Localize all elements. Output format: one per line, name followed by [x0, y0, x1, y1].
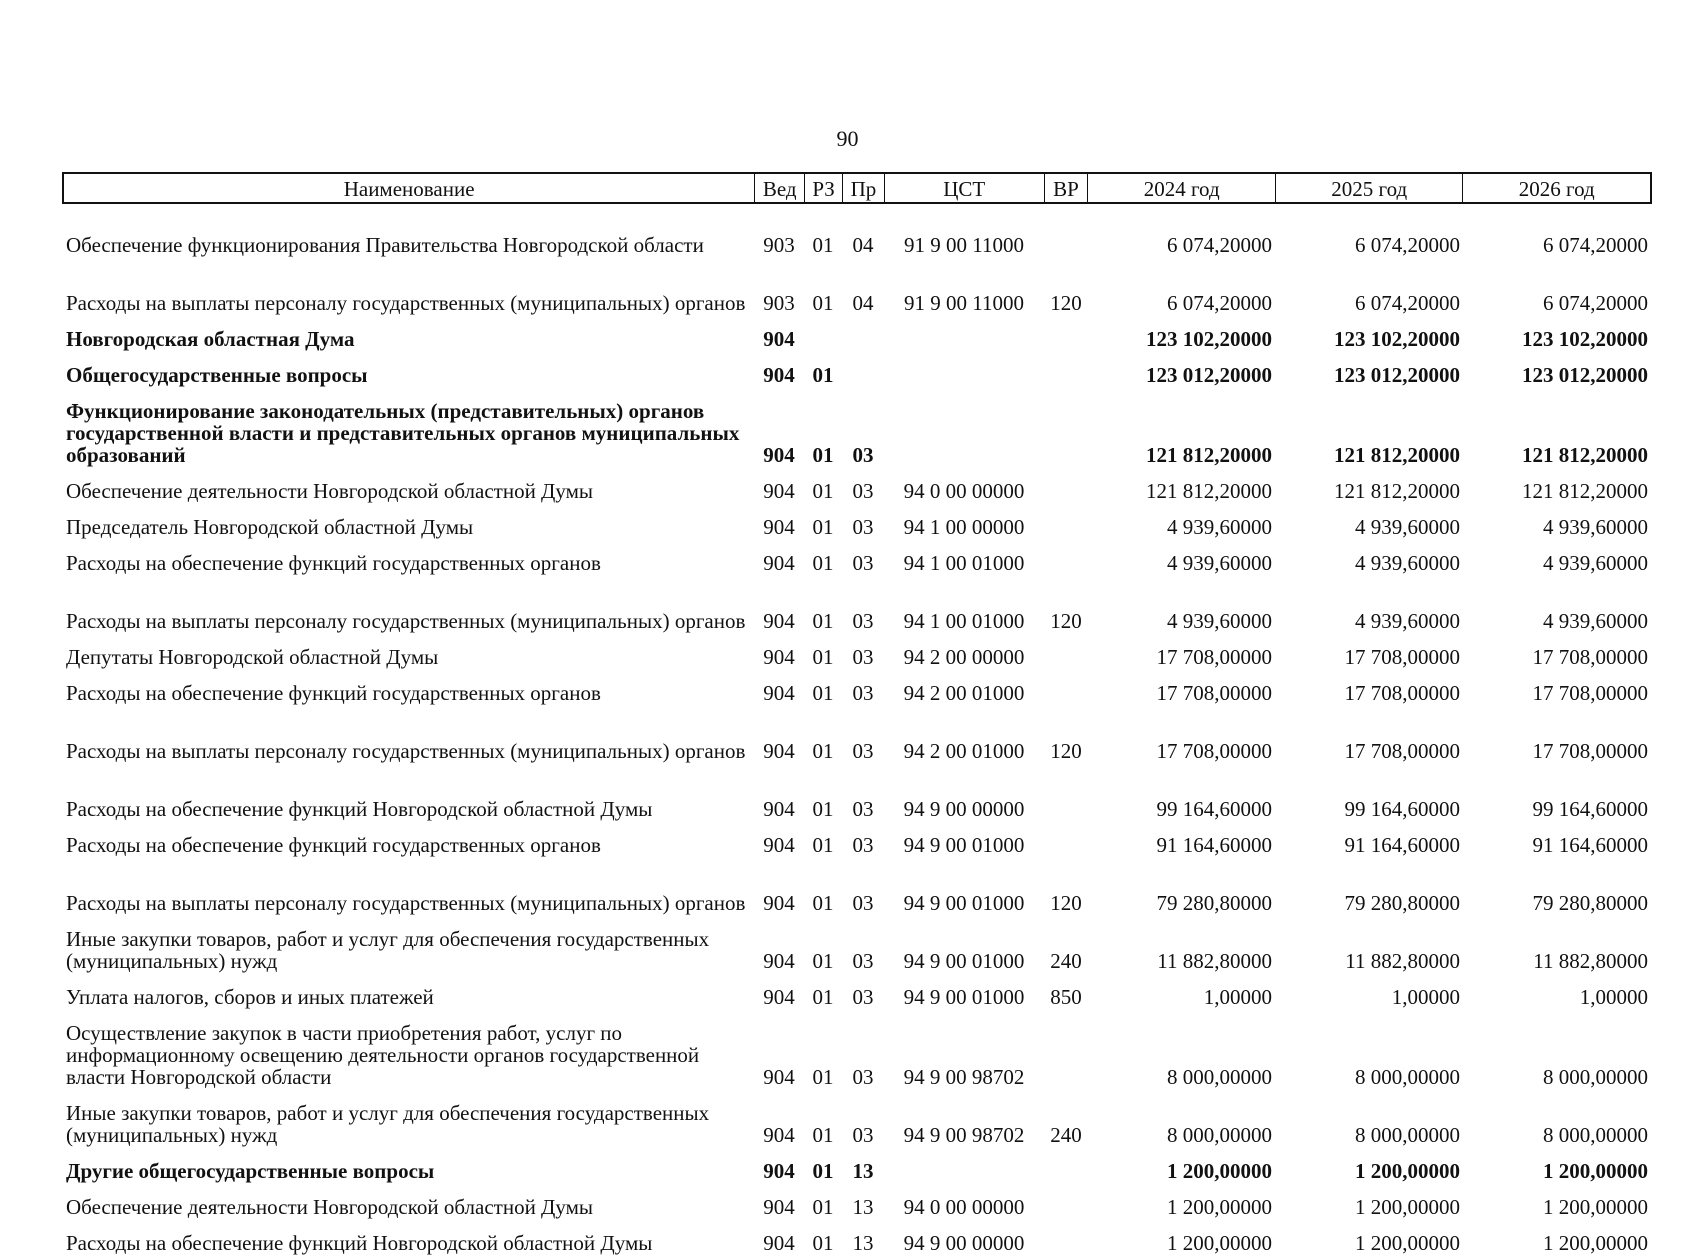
- cell-rz: 01: [812, 1231, 834, 1255]
- cell-name: Обеспечение деятельности Новгородской областной Думы: [66, 479, 593, 503]
- cell-pr: 03: [852, 443, 874, 467]
- cell-pr: 03: [852, 1123, 874, 1147]
- cell-cst: 94 9 00 00000: [903, 797, 1025, 821]
- cell-rz: 01: [812, 479, 834, 503]
- cell-rz: 01: [812, 291, 834, 315]
- cell-pr: 03: [852, 739, 874, 763]
- cell-rz: 01: [812, 1195, 834, 1219]
- cell-2024: 121 812,20000: [1146, 479, 1272, 503]
- cell-2026: 17 708,00000: [1532, 645, 1648, 669]
- cell-2025: 123 012,20000: [1334, 363, 1460, 387]
- cell-name: Иные закупки товаров, работ и услуг для обеспечения государственных (муниципальных) нужд: [66, 927, 710, 973]
- cell-name: Другие общегосударственные вопросы: [66, 1159, 435, 1183]
- cell-rz: 01: [812, 949, 834, 973]
- cell-pr: 13: [852, 1231, 874, 1255]
- cell-ved: 904: [763, 327, 795, 351]
- cell-vr: 120: [1050, 891, 1082, 915]
- table-row: [62, 768, 1652, 826]
- cell-2025: 1 200,00000: [1355, 1159, 1460, 1183]
- cell-2024: 79 280,80000: [1156, 891, 1272, 915]
- cell-name: Расходы на обеспечение функций государственных органов: [66, 551, 601, 575]
- cell-2026: 91 164,60000: [1532, 833, 1648, 857]
- header-2026: 2026 год: [1462, 174, 1650, 202]
- cell-2024: 123 102,20000: [1146, 327, 1272, 351]
- cell-2025: 8 000,00000: [1355, 1123, 1460, 1147]
- cell-2024: 1,00000: [1203, 985, 1272, 1009]
- cell-vr: 850: [1050, 985, 1082, 1009]
- cell-pr: 03: [852, 891, 874, 915]
- cell-name: Расходы на обеспечение функций Новгородской областной Думы: [66, 1231, 653, 1255]
- table-row: [62, 1188, 1652, 1224]
- cell-cst: 94 9 00 00000: [903, 1231, 1025, 1255]
- cell-ved: 904: [763, 443, 795, 467]
- cell-cst: 94 9 00 01000: [903, 949, 1025, 973]
- cell-2025: 1 200,00000: [1355, 1195, 1460, 1219]
- cell-2026: 1 200,00000: [1543, 1159, 1648, 1183]
- cell-name: Уплата налогов, сборов и иных платежей: [66, 985, 434, 1009]
- cell-cst: 94 2 00 00000: [903, 645, 1025, 669]
- cell-2024: 4 939,60000: [1167, 551, 1272, 575]
- cell-ved: 904: [763, 363, 795, 387]
- cell-rz: 01: [812, 985, 834, 1009]
- table-row: [62, 508, 1652, 544]
- cell-2026: 1 200,00000: [1543, 1231, 1648, 1255]
- table-row: [62, 320, 1652, 356]
- cell-2025: 4 939,60000: [1355, 551, 1460, 575]
- cell-2026: 4 939,60000: [1543, 515, 1648, 539]
- cell-2025: 4 939,60000: [1355, 515, 1460, 539]
- table-row: [62, 978, 1652, 1014]
- cell-pr: 03: [852, 609, 874, 633]
- cell-rz: 01: [812, 1123, 834, 1147]
- cell-cst: 94 9 00 98702: [903, 1065, 1025, 1089]
- cell-2024: 4 939,60000: [1167, 515, 1272, 539]
- cell-rz: 01: [812, 443, 834, 467]
- cell-2024: 8 000,00000: [1167, 1123, 1272, 1147]
- cell-cst: 94 0 00 00000: [903, 1195, 1025, 1219]
- cell-ved: 904: [763, 1065, 795, 1089]
- cell-2024: 8 000,00000: [1167, 1065, 1272, 1089]
- table-header: [62, 172, 1652, 204]
- cell-name: Функционирование законодательных (представительных) органов государственной власти и представительных органов муниципальных образований: [66, 399, 740, 467]
- cell-pr: 03: [852, 833, 874, 857]
- cell-ved: 904: [763, 1123, 795, 1147]
- cell-2024: 1 200,00000: [1167, 1159, 1272, 1183]
- cell-2024: 11 882,80000: [1157, 949, 1272, 973]
- cell-ved: 904: [763, 681, 795, 705]
- cell-rz: 01: [812, 1065, 834, 1089]
- cell-2024: 121 812,20000: [1146, 443, 1272, 467]
- cell-2026: 123 102,20000: [1522, 327, 1648, 351]
- cell-2026: 123 012,20000: [1522, 363, 1648, 387]
- cell-2025: 6 074,20000: [1355, 291, 1460, 315]
- cell-name: Расходы на обеспечение функций государственных органов: [66, 833, 601, 857]
- cell-2026: 79 280,80000: [1532, 891, 1648, 915]
- cell-rz: 01: [812, 515, 834, 539]
- cell-2025: 1,00000: [1391, 985, 1460, 1009]
- header-ved: Вед: [754, 174, 804, 202]
- cell-name: Расходы на выплаты персоналу государственных (муниципальных) органов: [66, 291, 746, 315]
- cell-2024: 1 200,00000: [1167, 1195, 1272, 1219]
- cell-pr: 03: [852, 645, 874, 669]
- cell-cst: 94 0 00 00000: [903, 479, 1025, 503]
- cell-name: Общегосударственные вопросы: [66, 363, 368, 387]
- table-row: [62, 472, 1652, 508]
- cell-2025: 99 164,60000: [1344, 797, 1460, 821]
- cell-2026: 4 939,60000: [1543, 551, 1648, 575]
- cell-2024: 1 200,00000: [1167, 1231, 1272, 1255]
- cell-cst: 94 9 00 01000: [903, 985, 1025, 1009]
- cell-2025: 121 812,20000: [1334, 443, 1460, 467]
- cell-2026: 4 939,60000: [1543, 609, 1648, 633]
- header-2025: 2025 год: [1275, 174, 1463, 202]
- cell-2025: 1 200,00000: [1355, 1231, 1460, 1255]
- cell-pr: 04: [852, 233, 874, 257]
- cell-cst: 94 9 00 01000: [903, 833, 1025, 857]
- table-row: [62, 1224, 1652, 1260]
- cell-cst: 91 9 00 11000: [904, 233, 1024, 257]
- cell-rz: 01: [812, 797, 834, 821]
- cell-2025: 121 812,20000: [1334, 479, 1460, 503]
- table-row: [62, 710, 1652, 768]
- cell-vr: 240: [1050, 949, 1082, 973]
- header-cst: ЦСТ: [884, 174, 1044, 202]
- cell-ved: 904: [763, 985, 795, 1009]
- table-row: [62, 638, 1652, 674]
- cell-2026: 1,00000: [1579, 985, 1648, 1009]
- cell-2024: 99 164,60000: [1156, 797, 1272, 821]
- table-row: [62, 544, 1652, 580]
- cell-2025: 79 280,80000: [1344, 891, 1460, 915]
- cell-cst: 94 1 00 01000: [903, 609, 1025, 633]
- cell-2025: 4 939,60000: [1355, 609, 1460, 633]
- cell-ved: 904: [763, 645, 795, 669]
- cell-name: Обеспечение функционирования Правительства Новгородской области: [66, 233, 704, 257]
- table-row: [62, 580, 1652, 638]
- cell-name: Иные закупки товаров, работ и услуг для обеспечения государственных (муниципальных) нужд: [66, 1101, 710, 1147]
- cell-2025: 17 708,00000: [1344, 739, 1460, 763]
- cell-2026: 99 164,60000: [1532, 797, 1648, 821]
- cell-2026: 121 812,20000: [1522, 443, 1648, 467]
- cell-ved: 904: [763, 1159, 795, 1183]
- table-row: [62, 862, 1652, 920]
- cell-rz: 01: [812, 551, 834, 575]
- cell-ved: 904: [763, 609, 795, 633]
- table-row: [62, 356, 1652, 392]
- cell-2024: 91 164,60000: [1156, 833, 1272, 857]
- cell-cst: 91 9 00 11000: [904, 291, 1024, 315]
- cell-ved: 904: [763, 739, 795, 763]
- cell-name: Расходы на обеспечение функций Новгородской областной Думы: [66, 797, 653, 821]
- cell-2024: 17 708,00000: [1156, 681, 1272, 705]
- cell-2026: 11 882,80000: [1533, 949, 1648, 973]
- cell-pr: 03: [852, 681, 874, 705]
- cell-rz: 01: [812, 681, 834, 705]
- cell-name: Председатель Новгородской областной Думы: [66, 515, 474, 539]
- table-row: [62, 392, 1652, 472]
- cell-2026: 8 000,00000: [1543, 1123, 1648, 1147]
- cell-rz: 01: [812, 609, 834, 633]
- cell-pr: 03: [852, 985, 874, 1009]
- cell-2024: 17 708,00000: [1156, 739, 1272, 763]
- cell-cst: 94 9 00 98702: [903, 1123, 1025, 1147]
- header-pr: Пр: [842, 174, 884, 202]
- cell-vr: 240: [1050, 1123, 1082, 1147]
- cell-2026: 17 708,00000: [1532, 739, 1648, 763]
- cell-cst: 94 2 00 01000: [903, 739, 1025, 763]
- cell-cst: 94 1 00 01000: [903, 551, 1025, 575]
- cell-2026: 6 074,20000: [1543, 291, 1648, 315]
- budget-table: [62, 172, 1652, 1260]
- table-row: [62, 1094, 1652, 1152]
- cell-ved: 903: [763, 233, 795, 257]
- cell-rz: 01: [812, 1159, 834, 1183]
- cell-name: Осуществление закупок в части приобретения работ, услуг по информационному освещению деятельности органов государственной власти Новгородской области: [66, 1021, 700, 1089]
- cell-pr: 13: [852, 1159, 874, 1183]
- cell-2025: 8 000,00000: [1355, 1065, 1460, 1089]
- cell-cst: 94 2 00 01000: [903, 681, 1025, 705]
- header-name: Наименование: [343, 177, 475, 201]
- cell-2026: 17 708,00000: [1532, 681, 1648, 705]
- cell-name: Обеспечение деятельности Новгородской областной Думы: [66, 1195, 593, 1219]
- cell-rz: 01: [812, 833, 834, 857]
- cell-2026: 8 000,00000: [1543, 1065, 1648, 1089]
- cell-rz: 01: [812, 233, 834, 257]
- cell-name: Расходы на обеспечение функций государственных органов: [66, 681, 601, 705]
- cell-2025: 17 708,00000: [1344, 681, 1460, 705]
- cell-ved: 904: [763, 515, 795, 539]
- cell-name: Депутаты Новгородской областной Думы: [66, 645, 439, 669]
- cell-2024: 4 939,60000: [1167, 609, 1272, 633]
- page-number: 90: [836, 126, 859, 151]
- cell-name: Новгородская областная Дума: [66, 327, 355, 351]
- cell-2025: 91 164,60000: [1344, 833, 1460, 857]
- cell-ved: 904: [763, 891, 795, 915]
- cell-2026: 6 074,20000: [1543, 233, 1648, 257]
- cell-ved: 903: [763, 291, 795, 315]
- table-row: [62, 262, 1652, 320]
- header-rz: РЗ: [804, 174, 842, 202]
- table-row: [62, 204, 1652, 262]
- cell-2024: 6 074,20000: [1167, 233, 1272, 257]
- cell-2025: 123 102,20000: [1334, 327, 1460, 351]
- cell-cst: 94 9 00 01000: [903, 891, 1025, 915]
- cell-pr: 03: [852, 479, 874, 503]
- cell-rz: 01: [812, 363, 834, 387]
- cell-2026: 1 200,00000: [1543, 1195, 1648, 1219]
- cell-rz: 01: [812, 739, 834, 763]
- cell-pr: 03: [852, 797, 874, 821]
- cell-pr: 03: [852, 1065, 874, 1089]
- header-vr: ВР: [1044, 174, 1088, 202]
- cell-ved: 904: [763, 797, 795, 821]
- cell-name: Расходы на выплаты персоналу государственных (муниципальных) органов: [66, 739, 746, 763]
- cell-rz: 01: [812, 645, 834, 669]
- cell-pr: 04: [852, 291, 874, 315]
- cell-2025: 17 708,00000: [1344, 645, 1460, 669]
- cell-2024: 123 012,20000: [1146, 363, 1272, 387]
- cell-vr: 120: [1050, 291, 1082, 315]
- cell-ved: 904: [763, 551, 795, 575]
- cell-ved: 904: [763, 833, 795, 857]
- table-row: [62, 826, 1652, 862]
- cell-2026: 121 812,20000: [1522, 479, 1648, 503]
- cell-rz: 01: [812, 891, 834, 915]
- table-row: [62, 674, 1652, 710]
- cell-vr: 120: [1050, 739, 1082, 763]
- table-row: [62, 1014, 1652, 1094]
- cell-vr: 120: [1050, 609, 1082, 633]
- cell-2024: 17 708,00000: [1156, 645, 1272, 669]
- cell-2025: 11 882,80000: [1345, 949, 1460, 973]
- table-row: [62, 920, 1652, 978]
- cell-ved: 904: [763, 479, 795, 503]
- cell-ved: 904: [763, 1195, 795, 1219]
- table-body: [62, 204, 1652, 1260]
- cell-pr: 03: [852, 515, 874, 539]
- cell-ved: 904: [763, 1231, 795, 1255]
- cell-2025: 6 074,20000: [1355, 233, 1460, 257]
- cell-cst: 94 1 00 00000: [903, 515, 1025, 539]
- table-row: [62, 1152, 1652, 1188]
- cell-2024: 6 074,20000: [1167, 291, 1272, 315]
- cell-name: Расходы на выплаты персоналу государственных (муниципальных) органов: [66, 609, 746, 633]
- cell-name: Расходы на выплаты персоналу государственных (муниципальных) органов: [66, 891, 746, 915]
- cell-pr: 03: [852, 551, 874, 575]
- cell-pr: 03: [852, 949, 874, 973]
- cell-ved: 904: [763, 949, 795, 973]
- cell-pr: 13: [852, 1195, 874, 1219]
- header-2024: 2024 год: [1087, 174, 1275, 202]
